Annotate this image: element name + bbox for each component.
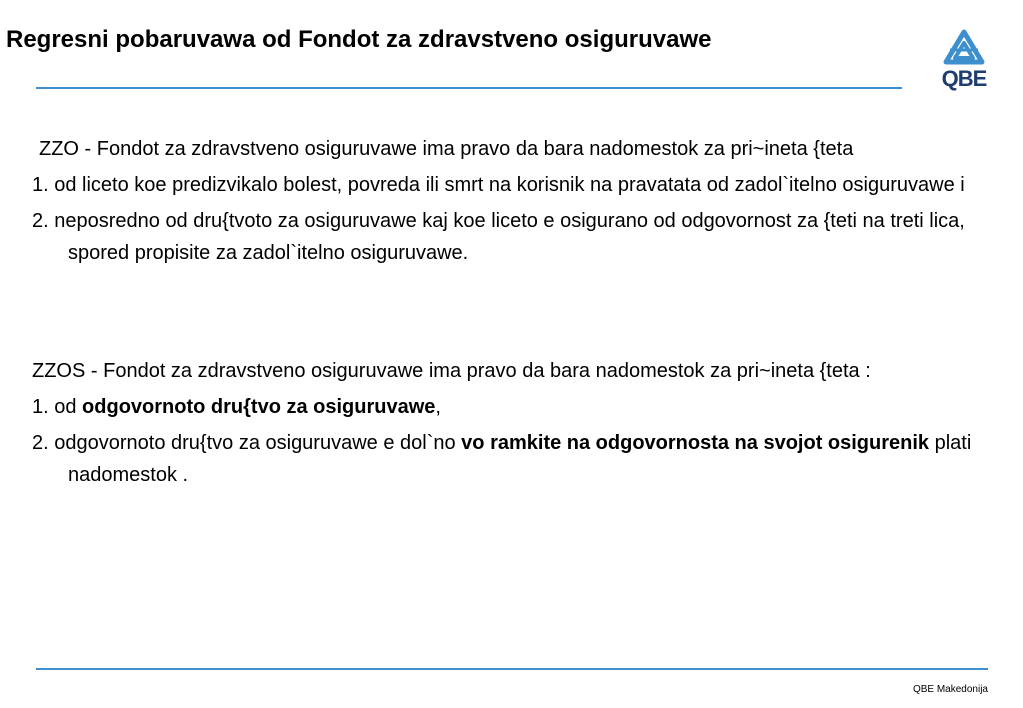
section1-intro: ZZO - Fondot za zdravstveno osiguruvawe ima pravo da bara nadomestok za pri~ineta {teta <box>39 138 854 160</box>
section2-intro: ZZOS - Fondot za zdravstveno osiguruvawe ima pravo da bara nadomestok za pri~ineta {teta : <box>32 360 871 382</box>
qbe-logo <box>936 28 992 94</box>
section1-item-1: 1. od liceto koe predizvikalo bolest, povreda ili smrt na korisnik na pravatata od zadol`itelno osiguruvawe i <box>32 174 965 196</box>
content-body <box>32 133 1002 495</box>
footer-label: QBE Makedonija <box>912 684 988 695</box>
section2-item-1 <box>32 391 1002 423</box>
section2-item-2-suffix: plati nadomestok . <box>68 432 972 486</box>
section2-item-2 <box>32 427 1002 491</box>
footer-divider <box>36 668 988 670</box>
page-title: Regresni pobaruvawa od Fondot za zdravstveno osiguruvawe <box>6 26 712 53</box>
section2-item-2-prefix: 2. odgovornoto dru{tvo za osiguruvawe e dol`no <box>32 432 462 454</box>
section2-item-1-emphasis: odgovornoto dru{tvo za osiguruvawe <box>82 396 436 418</box>
section2-item-2-emphasis: vo ramkite na odgovornosta na svojot osigurenik <box>461 432 930 454</box>
logo-wordmark: QBE <box>941 66 987 91</box>
section1-item-2: 2. neposredno od dru{tvoto za osiguruvawe kaj koe liceto e osigurano od odgovornost za {teti na treti lica, spored propisite za zadol`itelno osiguruvawe. <box>32 210 965 264</box>
section2-item-1-prefix: 1. od <box>32 396 83 418</box>
header-divider <box>36 87 902 89</box>
section2-item-1-suffix: , <box>435 396 441 418</box>
qbe-logo-icon <box>936 28 992 68</box>
section-spacer <box>32 273 1002 355</box>
